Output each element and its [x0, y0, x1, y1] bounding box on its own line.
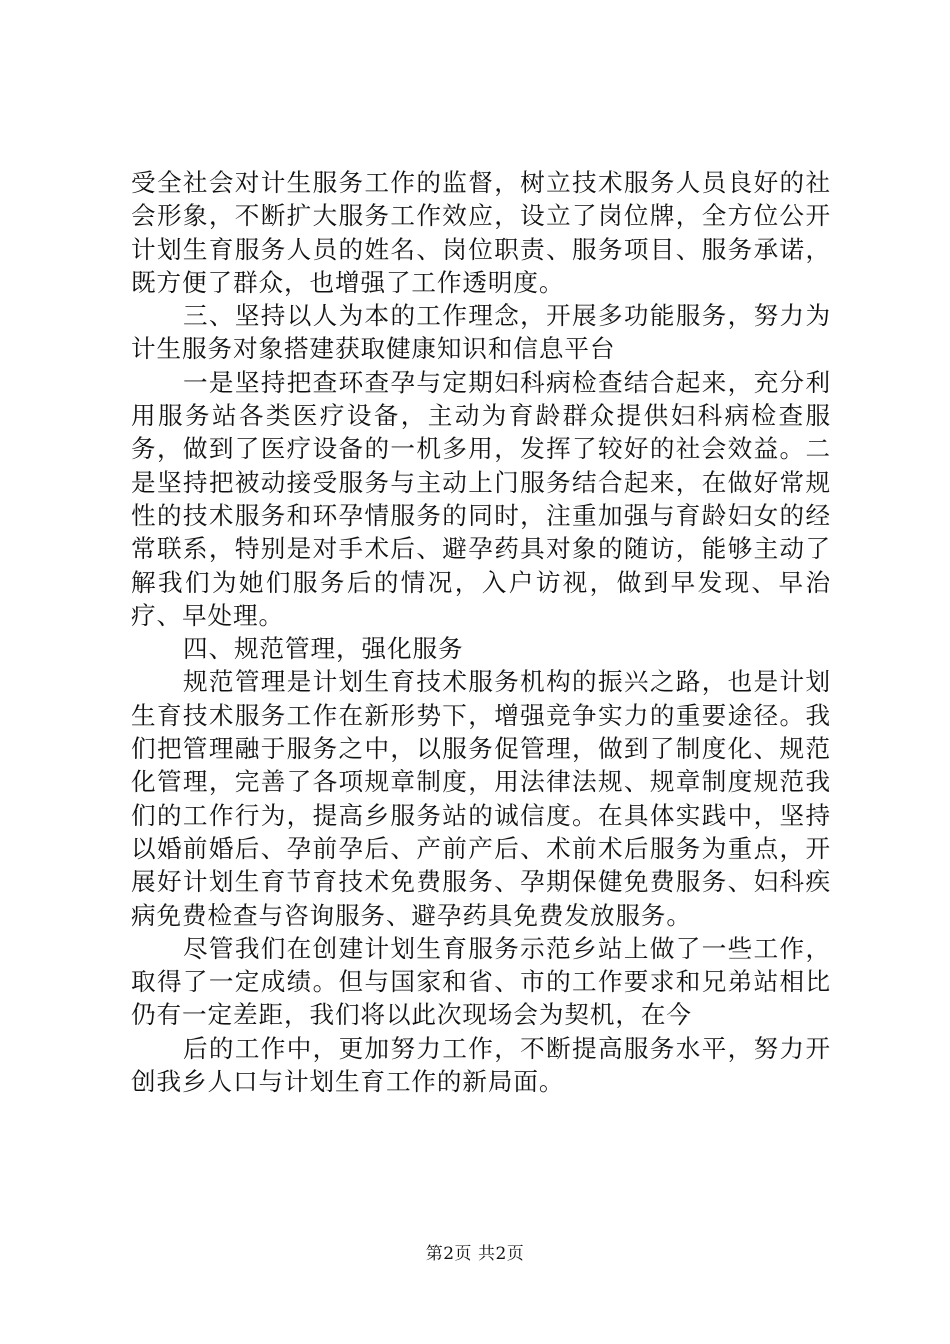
paragraph-section-4-body: 规范管理是计划生育技术服务机构的振兴之路，也是计划生育技术服务工作在新形势下，增强竞争实力的重要途径。我们把管理融于服务之中，以服务促管理，做到了制度化、规范化管理，完善了各项规章制度，用法律法规、规章制度规范我们的工作行为，提高乡服务站的诚信度。在具体实践中，坚持以婚前婚后、孕前孕后、产前产后、术前术后服务为重点，开展好计划生育节育技术免费服务、孕期保健免费服务、妇科疾病免费检查与咨询服务、避孕药具免费发放服务。	[131, 667, 831, 930]
paragraph-conclusion-continued: 后的工作中，更加努力工作，不断提高服务水平，努力开创我乡人口与计划生育工作的新局面。	[131, 1033, 831, 1097]
paragraph-continuation: 受全社会对计生服务工作的监督，树立技术服务人员良好的社会形象，不断扩大服务工作效应，设立了岗位牌，全方位公开计划生育服务人员的姓名、岗位职责、服务项目、服务承诺，既方便了群众，也增强了工作透明度。	[131, 168, 831, 297]
page-number-footer: 第2页 共2页	[425, 1244, 525, 1264]
document-body	[131, 166, 831, 1098]
section-heading-3: 三、坚持以人为本的工作理念，开展多功能服务，努力为计生服务对象搭建获取健康知识和信息平台	[131, 301, 831, 364]
section-heading-4: 四、规范管理，强化服务	[183, 634, 464, 664]
paragraph-conclusion: 尽管我们在创建计划生育服务示范乡站上做了一些工作，取得了一定成绩。但与国家和省、市的工作要求和兄弟站相比仍有一定差距，我们将以此次现场会为契机，在今	[131, 933, 831, 1030]
paragraph-section-3-body: 一是坚持把查环查孕与定期妇科病检查结合起来，充分利用服务站各类医疗设备，主动为育龄群众提供妇科病检查服务，做到了医疗设备的一机多用，发挥了较好的社会效益。二是坚持把被动接受服务与主动上门服务结合起来，在做好常规性的技术服务和环孕情服务的同时，注重加强与育龄妇女的经常联系，特别是对手术后、避孕药具对象的随访，能够主动了解我们为她们服务后的情况，入户访视，做到早发现、早治疗、早处理。	[131, 367, 831, 630]
